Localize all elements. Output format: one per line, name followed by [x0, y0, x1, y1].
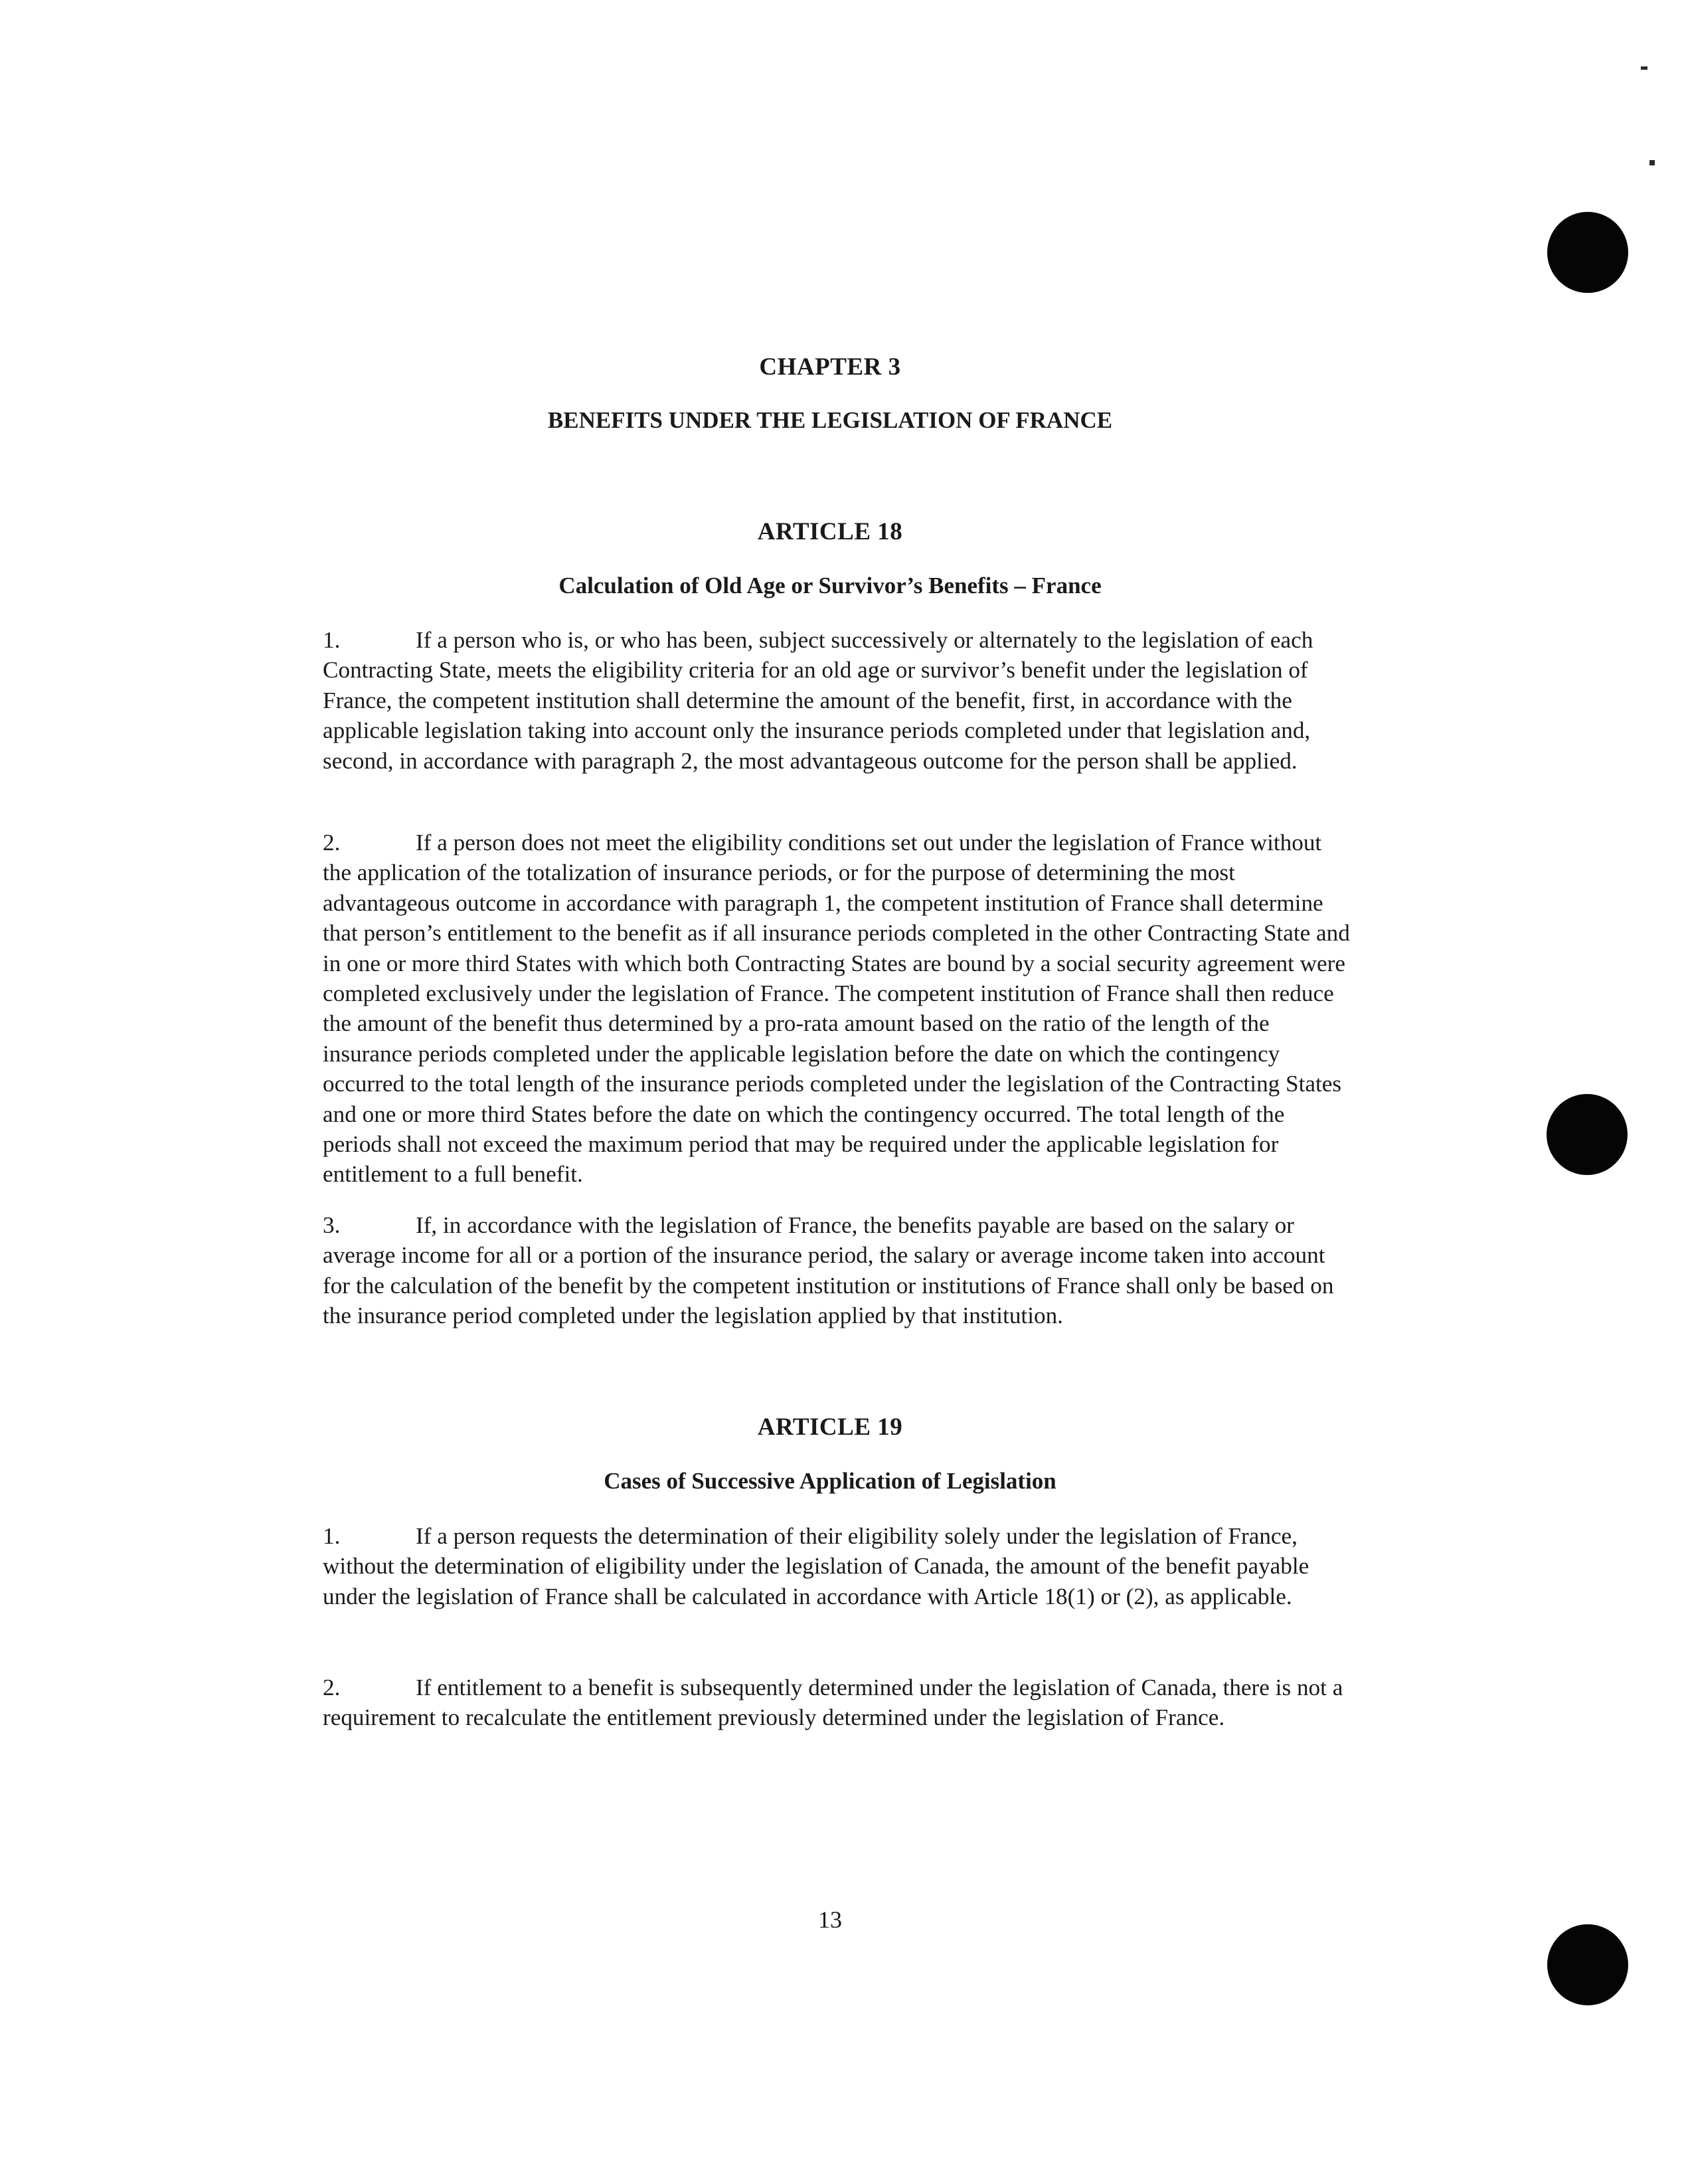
punch-hole-bottom — [1547, 1924, 1628, 2005]
paragraph-number: 3. — [323, 1212, 341, 1238]
punch-hole-middle — [1547, 1094, 1628, 1175]
paragraph-number: 2. — [323, 830, 341, 856]
article-18-paragraph-3 — [323, 1210, 1355, 1331]
article-19-paragraph-1 — [323, 1521, 1355, 1611]
article-19-paragraph-2 — [323, 1673, 1355, 1733]
paragraph-text: If, in accordance with the legislation of France, the benefits payable are based on the salary or average income for all or a portion of the insurance period, the salary or average income taken into account for the calculation of the benefit by the competent institution or institutions of France shall only be based on the insurance period completed under the legislation applied by that institution. — [323, 1212, 1334, 1329]
paragraph-number: 2. — [323, 1675, 341, 1700]
paragraph-number: 1. — [323, 627, 341, 653]
article-19-title: ARTICLE 19 — [757, 1413, 903, 1441]
paragraph-text: If a person does not meet the eligibility conditions set out under the legislation of France without the application of the totalization of insurance periods, or for the purpose of determining the most advantageous outcome in accordance with paragraph 1, the competent institution of France shall determine that person’s entitlement to the benefit as if all insurance periods completed in the other Contracting State and in one or more third States with which both Contracting States are bound by a social security agreement were completed exclusively under the legislation of France. The competent institution of France shall then reduce the amount of the benefit thus determined by a pro-rata amount based on the ratio of the length of the insurance periods completed under the applicable legislation before the date on which the contingency occurred to the total length of the insurance periods completed under the legislation of the Contracting States and one or more third States before the date on which the contingency occurred. The total length of the periods shall not exceed the maximum period that may be required under the applicable legislation for entitlement to a full benefit. — [323, 830, 1350, 1188]
page-number: 13 — [818, 1906, 842, 1933]
chapter-title: CHAPTER 3 — [759, 353, 901, 381]
paragraph-text: If a person who is, or who has been, subject successively or alternately to the legislation of each Contracting State, meets the eligibility criteria for an old age or survivor’s benefit under the legislation of France, the competent institution shall determine the amount of the benefit, first, in accordance with the applicable legislation taking into account only the insurance periods completed under that legislation and, second, in accordance with paragraph 2, the most advantageous outcome for the person shall be applied. — [323, 627, 1313, 774]
article-19-subtitle: Cases of Successive Application of Legislation — [604, 1468, 1056, 1494]
scan-speck — [1649, 160, 1655, 165]
article-18-paragraph-1 — [323, 625, 1355, 776]
article-18-title: ARTICLE 18 — [757, 518, 903, 545]
scan-speck — [1641, 66, 1647, 70]
article-18-subtitle: Calculation of Old Age or Survivor’s Benefits – France — [558, 573, 1102, 598]
paragraph-text: If entitlement to a benefit is subsequently determined under the legislation of Canada, there is not a requirement to recalculate the entitlement previously determined under the legislation of France. — [323, 1675, 1343, 1731]
paragraph-text: If a person requests the determination of their eligibility solely under the legislation of France, without the determination of eligibility under the legislation of Canada, the amount of the benefit payable under the legislation of France shall be calculated in accordance with Article 18(1) or (2), as applicable. — [323, 1523, 1309, 1609]
chapter-subtitle: BENEFITS UNDER THE LEGISLATION OF FRANCE — [547, 407, 1113, 433]
paragraph-number: 1. — [323, 1523, 341, 1549]
punch-hole-top — [1547, 212, 1628, 293]
article-18-paragraph-2 — [323, 828, 1355, 1190]
